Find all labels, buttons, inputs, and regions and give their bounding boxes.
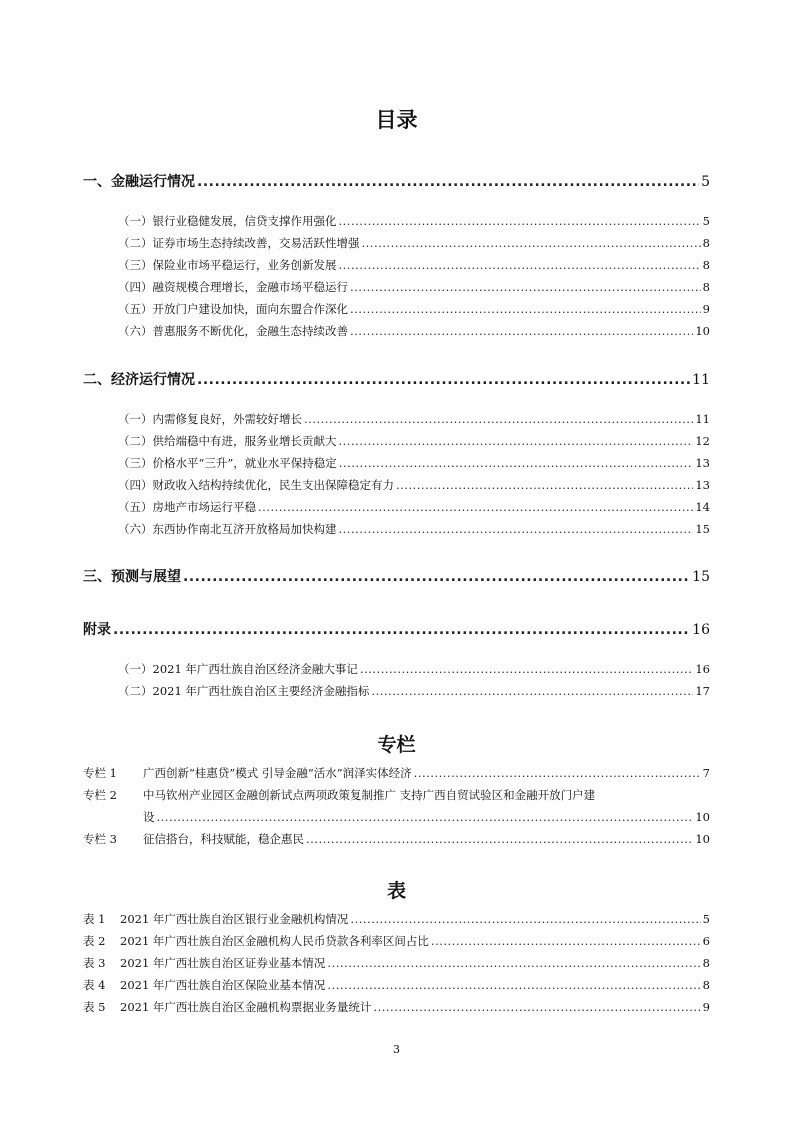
toc-leader-dots bbox=[414, 766, 701, 780]
toc-page-number: 10 bbox=[695, 810, 710, 824]
toc-subsection-entry[interactable] bbox=[118, 235, 710, 251]
toc-leader-dots bbox=[157, 810, 694, 824]
column-title-continued: 设 bbox=[143, 810, 155, 824]
toc-section-title: 二、经济运行情况 bbox=[83, 372, 195, 388]
toc-subsection-title: （二）2021 年广西壮族自治区主要经济金融指标 bbox=[118, 684, 370, 698]
toc-subsection-title: （五）开放门户建设加快，面向东盟合作深化 bbox=[118, 302, 348, 316]
table-title: 2021 年广西壮族自治区银行业金融机构情况 bbox=[120, 912, 349, 926]
toc-page-number: 8 bbox=[702, 978, 710, 992]
table-title: 2021 年广西壮族自治区证券业基本情况 bbox=[120, 956, 326, 970]
toc-subsection-entry[interactable] bbox=[118, 683, 710, 699]
toc-leader-dots bbox=[197, 372, 690, 388]
toc-subsection-title: （四）融资规模合理增长，金融市场平稳运行 bbox=[118, 280, 348, 294]
toc-leader-dots bbox=[327, 956, 700, 970]
toc-leader-dots bbox=[339, 214, 701, 228]
column-title: 广西创新“桂惠贷”模式 引导金融“活水”润泽实体经济 bbox=[143, 766, 412, 780]
toc-section-entry[interactable] bbox=[83, 171, 710, 191]
toc-subsection-entry[interactable] bbox=[118, 455, 710, 471]
toc-page-number: 17 bbox=[695, 684, 710, 698]
toc-section-entry[interactable] bbox=[83, 619, 710, 639]
toc-subsection-entry[interactable] bbox=[118, 411, 710, 427]
columns-title: 专栏 bbox=[377, 734, 416, 756]
toc-subsection-entry[interactable] bbox=[118, 661, 710, 677]
toc-subsection-title: （二）供给端稳中有进，服务业增长贡献大 bbox=[118, 434, 337, 448]
toc-page-number: 6 bbox=[702, 934, 710, 948]
table-label: 表 1 bbox=[83, 912, 106, 926]
toc-subsection-title: （二）证券市场生态持续改善，交易活跃性增强 bbox=[118, 236, 360, 250]
table-title: 2021 年广西壮族自治区金融机构人民币贷款各利率区间占比 bbox=[120, 934, 429, 948]
toc-leader-dots bbox=[371, 684, 693, 698]
column-label: 专栏 2 bbox=[83, 788, 117, 802]
toc-subsection-title: （三）价格水平“三升”，就业水平保持稳定 bbox=[118, 456, 337, 470]
toc-page-number: 15 bbox=[695, 522, 710, 536]
column-label: 专栏 3 bbox=[83, 832, 117, 846]
toc-leader-dots bbox=[350, 324, 693, 338]
toc-section-entry[interactable] bbox=[83, 369, 710, 389]
toc-leader-dots bbox=[431, 934, 701, 948]
table-title: 2021 年广西壮族自治区金融机构票据业务量统计 bbox=[120, 1000, 372, 1014]
toc-leader-dots bbox=[304, 412, 693, 426]
toc-page-number: 14 bbox=[695, 500, 710, 514]
toc-subsection-title: （三）保险业市场平稳运行，业务创新发展 bbox=[118, 258, 337, 272]
toc-leader-dots bbox=[327, 978, 700, 992]
toc-subsection-entry[interactable] bbox=[118, 213, 710, 229]
toc-subsection-title: （一）银行业稳健发展，信贷支撑作用强化 bbox=[118, 214, 337, 228]
toc-leader-dots bbox=[360, 662, 693, 676]
toc-leader-dots bbox=[350, 912, 700, 926]
toc-subsection-entry[interactable] bbox=[118, 477, 710, 493]
toc-section-title: 一、金融运行情况 bbox=[83, 174, 195, 190]
toc-subsection-title: （四）财政收入结构持续优化，民生支出保障稳定有力 bbox=[118, 478, 394, 492]
toc-subsection-entry[interactable] bbox=[118, 301, 710, 317]
table-label: 表 4 bbox=[83, 978, 106, 992]
table-title: 2021 年广西壮族自治区保险业基本情况 bbox=[120, 978, 326, 992]
toc-title: 目录 bbox=[375, 108, 418, 132]
toc-subsection-title: （六）普惠服务不断优化，金融生态持续改善 bbox=[118, 324, 348, 338]
toc-page-number: 12 bbox=[695, 434, 710, 448]
toc-page-number: 8 bbox=[702, 280, 710, 294]
toc-page-number: 8 bbox=[702, 258, 710, 272]
table-entry[interactable] bbox=[83, 999, 710, 1015]
tables-title: 表 bbox=[386, 880, 406, 902]
column-entry[interactable] bbox=[83, 831, 710, 847]
column-title: 征信搭台，科技赋能，稳企惠民 bbox=[143, 832, 304, 846]
toc-leader-dots bbox=[306, 832, 693, 846]
toc-subsection-entry[interactable] bbox=[118, 521, 710, 537]
toc-subsection-entry[interactable] bbox=[118, 279, 710, 295]
toc-leader-dots bbox=[183, 569, 690, 585]
toc-leader-dots bbox=[339, 434, 694, 448]
table-entry[interactable] bbox=[83, 977, 710, 993]
toc-leader-dots bbox=[258, 500, 693, 514]
toc-page-number: 8 bbox=[702, 956, 710, 970]
toc-section-title: 三、预测与展望 bbox=[83, 569, 181, 585]
toc-leader-dots bbox=[197, 174, 699, 190]
toc-section-entry[interactable] bbox=[83, 566, 710, 586]
toc-leader-dots bbox=[350, 302, 701, 316]
table-label: 表 2 bbox=[83, 934, 106, 948]
toc-leader-dots bbox=[113, 622, 690, 638]
toc-page-number: 5 bbox=[702, 214, 710, 228]
toc-subsection-entry[interactable] bbox=[118, 499, 710, 515]
toc-page-number: 5 bbox=[701, 174, 710, 190]
toc-page-number: 8 bbox=[702, 236, 710, 250]
toc-leader-dots bbox=[339, 456, 694, 470]
toc-page-number: 9 bbox=[702, 302, 710, 316]
toc-page-number: 13 bbox=[695, 478, 710, 492]
toc-leader-dots bbox=[373, 1000, 700, 1014]
toc-subsection-title: （六）东西协作南北互济开放格局加快构建 bbox=[118, 522, 337, 536]
toc-page-number: 16 bbox=[695, 662, 710, 676]
column-entry[interactable] bbox=[83, 765, 710, 781]
toc-page-number: 5 bbox=[702, 912, 710, 926]
toc-subsection-title: （一）内需修复良好，外需较好增长 bbox=[118, 412, 302, 426]
column-entry[interactable] bbox=[143, 809, 710, 825]
toc-leader-dots bbox=[396, 478, 693, 492]
table-entry[interactable] bbox=[83, 933, 710, 949]
table-label: 表 3 bbox=[83, 956, 106, 970]
toc-leader-dots bbox=[339, 522, 694, 536]
toc-leader-dots bbox=[350, 280, 701, 294]
column-label: 专栏 1 bbox=[83, 766, 117, 780]
table-entry[interactable] bbox=[83, 955, 710, 971]
toc-subsection-entry[interactable] bbox=[118, 323, 710, 339]
toc-page-number: 7 bbox=[702, 766, 710, 780]
toc-leader-dots bbox=[362, 236, 701, 250]
table-entry[interactable] bbox=[83, 911, 710, 927]
toc-page-number: 13 bbox=[695, 456, 710, 470]
toc-subsection-title: （五）房地产市场运行平稳 bbox=[118, 500, 256, 514]
toc-subsection-entry[interactable] bbox=[118, 257, 710, 273]
toc-page-number: 11 bbox=[695, 412, 710, 426]
toc-page-number: 10 bbox=[695, 832, 710, 846]
toc-page-number: 11 bbox=[692, 372, 710, 388]
toc-section-title: 附录 bbox=[83, 622, 111, 638]
toc-page-number: 15 bbox=[692, 569, 710, 585]
toc-page-number: 16 bbox=[692, 622, 710, 638]
page-number: 3 bbox=[393, 1043, 400, 1056]
toc-page-number: 9 bbox=[702, 1000, 710, 1014]
toc-subsection-entry[interactable] bbox=[118, 433, 710, 449]
table-label: 表 5 bbox=[83, 1000, 106, 1014]
column-title[interactable]: 中马钦州产业园区金融创新试点两项政策复制推广 支持广西自贸试验区和金融开放门户建 bbox=[143, 788, 596, 802]
toc-subsection-title: （一）2021 年广西壮族自治区经济金融大事记 bbox=[118, 662, 358, 676]
toc-page-number: 10 bbox=[695, 324, 710, 338]
toc-leader-dots bbox=[339, 258, 701, 272]
